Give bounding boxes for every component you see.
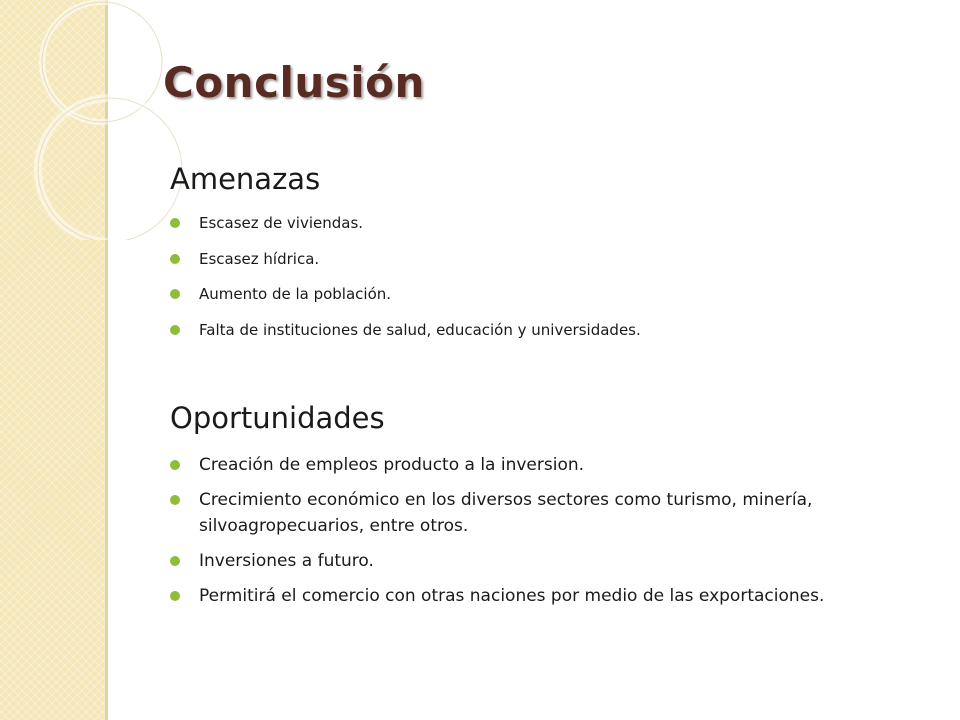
decorative-side-band xyxy=(0,0,104,720)
list-item xyxy=(170,283,850,305)
list-item xyxy=(170,583,890,609)
list-item xyxy=(170,212,850,234)
bullet-dot-icon xyxy=(170,460,180,470)
bullet-dot-icon xyxy=(170,325,180,335)
list-item-text: Creación de empleos producto a la inversion. xyxy=(199,455,585,475)
list-item-text: Aumento de la población. xyxy=(199,285,392,303)
list-item-text: Falta de instituciones de salud, educación y universidades. xyxy=(199,320,641,339)
bullet-dot-icon xyxy=(170,254,180,264)
list-item xyxy=(170,548,890,574)
list-item-text: Escasez de viviendas. xyxy=(199,214,364,232)
bullet-dot-icon xyxy=(170,591,180,601)
decorative-side-rule xyxy=(104,0,108,720)
slide-title: Conclusión xyxy=(163,58,425,107)
list-item xyxy=(170,319,850,341)
list-item-text: Permitirá el comercio con otras naciones por medio de las exportaciones. xyxy=(199,586,825,606)
threats-list xyxy=(170,212,850,354)
bullet-dot-icon xyxy=(170,218,180,228)
list-item xyxy=(170,452,890,478)
opportunities-heading: Oportunidades xyxy=(170,401,385,435)
bullet-dot-icon xyxy=(170,495,180,505)
list-item xyxy=(170,487,890,539)
bullet-dot-icon xyxy=(170,556,180,566)
threats-heading: Amenazas xyxy=(170,162,321,196)
list-item-text: Escasez hídrica. xyxy=(199,249,320,268)
list-item-text: Inversiones a futuro. xyxy=(199,551,374,571)
list-item-text: Crecimiento económico en los diversos sectores como turismo, minería, silvoagropecuarios, entre otros. xyxy=(199,490,813,536)
list-item xyxy=(170,248,850,270)
bullet-dot-icon xyxy=(170,289,180,299)
opportunities-list xyxy=(170,452,890,618)
